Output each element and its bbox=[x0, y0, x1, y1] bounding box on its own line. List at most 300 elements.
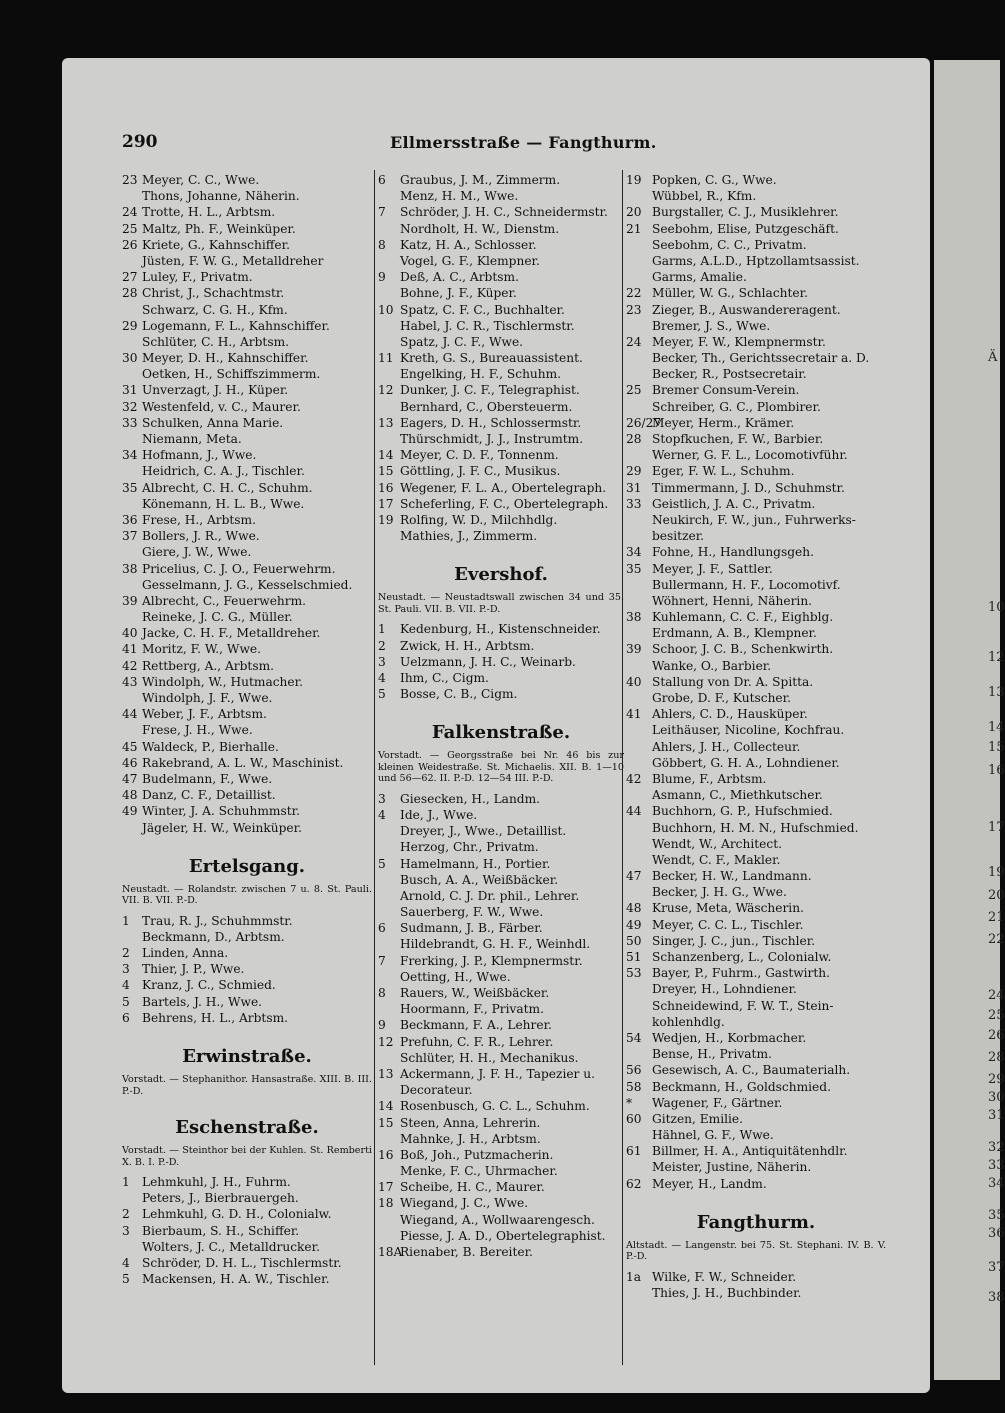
resident-text: Erdmann, A. B., Klempner. bbox=[652, 626, 817, 641]
house-number: 5 bbox=[378, 687, 386, 702]
resident-text: Schreiber, G. C., Plombirer. bbox=[652, 399, 821, 414]
resident-text: Schröder, D. H. L., Tischlermstr. bbox=[142, 1255, 342, 1270]
address-entry bbox=[626, 674, 886, 690]
resident-text: Rosenbusch, G. C. L., Schuhm. bbox=[400, 1099, 590, 1114]
resident-text: Nordholt, H. W., Dienstm. bbox=[400, 221, 560, 236]
resident-text: Uelzmann, J. H. C., Weinarb. bbox=[400, 654, 576, 669]
resident-text: Meyer, C. D. F., Tonnenm. bbox=[400, 448, 559, 463]
resident-text: Kruse, Meta, Wäscherin. bbox=[652, 901, 804, 916]
house-number: 37 bbox=[122, 529, 138, 544]
resident-text: Rettberg, A., Arbtsm. bbox=[142, 658, 275, 673]
address-entry bbox=[626, 544, 886, 560]
house-number: 12 bbox=[378, 383, 394, 398]
resident-text: Grobe, D. F., Kutscher. bbox=[652, 691, 792, 705]
house-number: 1 bbox=[378, 622, 386, 637]
address-entry bbox=[626, 1062, 886, 1078]
address-entry bbox=[626, 755, 886, 771]
address-entry bbox=[122, 674, 372, 690]
resident-text: Leithäuser, Nicoline, Kochfrau. bbox=[652, 723, 845, 738]
resident-text: Hähnel, G. F., Wwe. bbox=[652, 1128, 774, 1143]
resident-text: Könemann, H. L. B., Wwe. bbox=[142, 496, 305, 511]
address-entry bbox=[122, 593, 372, 609]
address-entry bbox=[122, 528, 372, 544]
adjacent-page-number: 35 bbox=[988, 1208, 1005, 1223]
address-entry bbox=[122, 977, 372, 993]
street-description: Vorstadt. — Georgsstraße bei Nr. 46 bis zur kleinen Weidestraße. St. Michaelis. XII. B. 1—10 und 56—62. II. P.-D. 12—54 III. P.-D. bbox=[378, 750, 624, 785]
resident-text: Stallung von Dr. A. Spitta. bbox=[652, 674, 814, 689]
house-number: 4 bbox=[122, 978, 130, 993]
resident-text: Luley, F., Privatm. bbox=[142, 270, 253, 285]
adjacent-page-number: 12 bbox=[988, 650, 1005, 665]
house-number: 29 bbox=[122, 318, 138, 333]
resident-text: Bartels, J. H., Wwe. bbox=[142, 994, 263, 1009]
address-entry bbox=[626, 1111, 886, 1127]
address-entry bbox=[378, 1131, 624, 1147]
address-entry bbox=[378, 480, 624, 496]
adjacent-page-number: 30 bbox=[988, 1090, 1005, 1105]
resident-text: Albrecht, C., Feuerwehrm. bbox=[142, 593, 307, 608]
address-entry bbox=[626, 625, 886, 641]
adjacent-page-number: 13 bbox=[988, 685, 1005, 700]
house-number: 6 bbox=[122, 1010, 130, 1025]
address-entry bbox=[626, 302, 886, 318]
address-entry bbox=[378, 872, 624, 888]
address-entry bbox=[378, 1212, 624, 1228]
address-entry bbox=[626, 820, 886, 836]
address-entry bbox=[122, 350, 372, 366]
address-entry bbox=[378, 334, 624, 350]
address-entry bbox=[378, 382, 624, 398]
address-entry bbox=[626, 1285, 886, 1301]
resident-text: Asmann, C., Miethkutscher. bbox=[652, 788, 823, 803]
resident-text: Bremer Consum-Verein. bbox=[652, 383, 800, 398]
street-description: Neustadt. — Rolandstr. zwischen 7 u. 8. St. Pauli. VII. B. VII. P.-D. bbox=[122, 883, 372, 907]
address-entry bbox=[626, 900, 886, 916]
resident-text: Bierbaum, S. H., Schiffer. bbox=[142, 1223, 300, 1238]
resident-text: Boß, Joh., Putzmacherin. bbox=[400, 1147, 554, 1162]
address-entry bbox=[378, 670, 624, 686]
house-number: 29 bbox=[626, 464, 642, 479]
address-entry bbox=[122, 463, 372, 479]
street-description: Vorstadt. — Steinthor bei der Kuhlen. St. Remberti X. B. I. P.-D. bbox=[122, 1145, 372, 1168]
address-entry bbox=[626, 803, 886, 819]
house-number: 58 bbox=[626, 1079, 642, 1094]
resident-text: Gitzen, Emilie. bbox=[652, 1111, 743, 1126]
address-entry bbox=[378, 1244, 624, 1260]
address-entry bbox=[122, 641, 372, 657]
address-entry bbox=[626, 1143, 886, 1159]
address-entry bbox=[378, 638, 624, 654]
address-entry bbox=[378, 221, 624, 237]
resident-text: Weber, J. F., Arbtsm. bbox=[142, 707, 267, 722]
resident-text: Schlüter, H. H., Mechanikus. bbox=[400, 1050, 579, 1065]
house-number: 16 bbox=[378, 480, 394, 495]
street-heading: Fangthurm. bbox=[696, 1211, 816, 1233]
house-number: 18 bbox=[378, 1196, 394, 1211]
address-entry bbox=[378, 1001, 624, 1017]
address-entry bbox=[626, 480, 886, 496]
adjacent-page-number: 25 bbox=[988, 1008, 1005, 1023]
resident-text: Bremer, J. S., Wwe. bbox=[652, 318, 771, 333]
resident-text: Busch, A. A., Weißbäcker. bbox=[400, 872, 559, 887]
house-number: 3 bbox=[122, 962, 130, 977]
house-number: 51 bbox=[626, 950, 642, 964]
resident-text: Becker, R., Postsecretair. bbox=[652, 367, 807, 382]
house-number: 17 bbox=[378, 496, 394, 511]
house-number: 2 bbox=[122, 1207, 130, 1222]
resident-text: Popken, C. G., Wwe. bbox=[652, 173, 777, 187]
resident-text: Buchhorn, H. M. N., Hufschmied. bbox=[652, 820, 859, 835]
house-number: 35 bbox=[626, 561, 642, 576]
address-entry bbox=[122, 399, 372, 415]
address-entry bbox=[626, 1159, 886, 1175]
address-entry bbox=[626, 318, 886, 334]
resident-text: Jüsten, F. W. G., Metalldreher bbox=[142, 253, 324, 268]
address-entry bbox=[122, 366, 372, 382]
resident-text: Gesselmann, J. G., Kesselschmied. bbox=[142, 577, 353, 592]
address-entry bbox=[626, 1176, 886, 1192]
house-number: 62 bbox=[626, 1176, 642, 1191]
address-entry bbox=[122, 609, 372, 625]
resident-text: Kreth, G. S., Bureauassistent. bbox=[400, 351, 583, 366]
house-number: 56 bbox=[626, 1063, 642, 1078]
house-number: 4 bbox=[378, 670, 386, 685]
resident-text: Bosse, C. B., Cigm. bbox=[400, 687, 518, 702]
resident-text: Scheibe, H. C., Maurer. bbox=[400, 1180, 545, 1195]
address-entry bbox=[122, 221, 372, 237]
address-entry bbox=[626, 1030, 886, 1046]
house-number: 21 bbox=[626, 221, 642, 236]
house-number: 44 bbox=[626, 804, 642, 819]
address-entry bbox=[378, 823, 624, 839]
house-number: 7 bbox=[378, 953, 386, 968]
address-entry bbox=[626, 658, 886, 674]
house-number: 10 bbox=[378, 302, 394, 317]
address-entry bbox=[122, 1239, 372, 1255]
address-entry bbox=[378, 415, 624, 431]
resident-text: Wiegand, J. C., Wwe. bbox=[400, 1196, 529, 1211]
address-entry bbox=[626, 771, 886, 787]
address-entry bbox=[122, 1271, 372, 1287]
address-entry bbox=[378, 496, 624, 512]
address-entry bbox=[626, 787, 886, 803]
resident-text: Windolph, J. F., Wwe. bbox=[142, 691, 273, 705]
house-number: 19 bbox=[378, 512, 394, 527]
resident-text: Wedjen, H., Korbmacher. bbox=[652, 1030, 807, 1045]
resident-text: Spatz, C. F. C., Buchhalter. bbox=[400, 302, 565, 317]
resident-text: Mathies, J., Zimmerm. bbox=[400, 529, 538, 544]
resident-text: Eagers, D. H., Schlossermstr. bbox=[400, 415, 582, 430]
address-entry bbox=[626, 221, 886, 237]
house-number: 60 bbox=[626, 1111, 642, 1126]
address-entry bbox=[122, 820, 372, 836]
house-number: 53 bbox=[626, 966, 642, 981]
resident-text: Graubus, J. M., Zimmerm. bbox=[400, 173, 561, 187]
house-number: 33 bbox=[626, 496, 642, 511]
house-number: 15 bbox=[378, 1115, 394, 1130]
house-number: 26 bbox=[122, 237, 138, 252]
adjacent-page-number: 17 bbox=[988, 820, 1005, 835]
resident-text: Lehmkuhl, J. H., Fuhrm. bbox=[142, 1175, 291, 1189]
address-entry bbox=[378, 621, 624, 637]
house-number: 5 bbox=[122, 1272, 130, 1287]
address-entry bbox=[122, 496, 372, 512]
resident-text: Thons, Johanne, Näherin. bbox=[142, 189, 300, 204]
house-number: 39 bbox=[122, 593, 138, 608]
address-entry bbox=[626, 447, 886, 463]
address-entry bbox=[122, 544, 372, 560]
address-entry bbox=[626, 431, 886, 447]
house-number: 34 bbox=[626, 545, 642, 560]
resident-text: Steen, Anna, Lehrerin. bbox=[400, 1115, 541, 1130]
address-entry bbox=[378, 985, 624, 1001]
resident-text: Bense, H., Privatm. bbox=[652, 1047, 772, 1062]
address-entry bbox=[122, 1206, 372, 1222]
house-number: 13 bbox=[378, 415, 394, 430]
resident-text: Meyer, F. W., Klempnermstr. bbox=[652, 334, 826, 349]
address-entry bbox=[626, 1046, 886, 1062]
house-number: 5 bbox=[378, 856, 386, 871]
resident-text: Dreyer, J., Wwe., Detaillist. bbox=[400, 824, 567, 839]
address-entry bbox=[626, 739, 886, 755]
resident-text: Westenfeld, v. C., Maurer. bbox=[142, 399, 301, 414]
house-number: 38 bbox=[122, 561, 138, 576]
adjacent-page-number: 32 bbox=[988, 1140, 1005, 1155]
address-entry bbox=[378, 1034, 624, 1050]
resident-text: Wendt, W., Architect. bbox=[652, 836, 782, 851]
house-number: 12 bbox=[378, 1034, 394, 1049]
resident-text: Wilke, F. W., Schneider. bbox=[652, 1269, 797, 1284]
address-entry bbox=[122, 1174, 372, 1190]
resident-text: Spatz, J. C. F., Wwe. bbox=[400, 334, 524, 349]
resident-text: Trotte, H. L., Arbtsm. bbox=[142, 205, 276, 220]
adjacent-page-number: 10 bbox=[988, 600, 1005, 615]
address-entry bbox=[626, 350, 886, 366]
resident-text: Blume, F., Arbtsm. bbox=[652, 771, 767, 786]
address-entry bbox=[122, 237, 372, 253]
resident-text: Oetken, H., Schiffszimmerm. bbox=[142, 367, 321, 382]
address-entry bbox=[626, 577, 886, 593]
resident-text: Winter, J. A. Schuhmmstr. bbox=[142, 804, 300, 819]
address-entry bbox=[626, 399, 886, 415]
resident-text: Wiegand, A., Wollwaarengesch. bbox=[400, 1212, 595, 1227]
house-number: 49 bbox=[626, 917, 642, 932]
house-number: 1 bbox=[122, 1175, 130, 1189]
house-number: 39 bbox=[626, 642, 642, 657]
adjacent-page-number: 26 bbox=[988, 1028, 1005, 1043]
address-entry bbox=[378, 431, 624, 447]
house-number: 11 bbox=[378, 351, 394, 366]
resident-text: Menke, F. C., Uhrmacher. bbox=[400, 1164, 558, 1179]
address-entry bbox=[122, 803, 372, 819]
column-2 bbox=[378, 172, 624, 1260]
street-heading: Evershof. bbox=[454, 564, 548, 586]
resident-text: Decorateur. bbox=[400, 1083, 473, 1098]
address-entry bbox=[122, 1255, 372, 1271]
house-number: 7 bbox=[378, 205, 386, 220]
resident-text: Thürschmidt, J. J., Instrumtm. bbox=[400, 432, 584, 446]
resident-text: Jägeler, H. W., Weinküper. bbox=[142, 820, 303, 835]
column-3 bbox=[626, 172, 886, 1301]
adjacent-page-number: 15 bbox=[988, 740, 1005, 755]
house-number: 26/27 bbox=[626, 415, 662, 430]
address-entry bbox=[626, 836, 886, 852]
house-number: 9 bbox=[378, 270, 386, 285]
resident-text: Burgstaller, C. J., Musiklehrer. bbox=[652, 205, 839, 220]
resident-text: Beckmann, F. A., Lehrer. bbox=[400, 1018, 552, 1033]
resident-text: Bullermann, H. F., Locomotivf. bbox=[652, 577, 841, 592]
resident-text: Wübbel, R., Kfm. bbox=[652, 189, 757, 204]
resident-text: Heidrich, C. A. J., Tischler. bbox=[142, 464, 305, 479]
house-number: 40 bbox=[122, 626, 138, 641]
house-number: 47 bbox=[122, 771, 138, 786]
resident-text: Meister, Justine, Näherin. bbox=[652, 1160, 812, 1175]
house-number: 44 bbox=[122, 707, 138, 722]
resident-text: Habel, J. C. R., Tischlermstr. bbox=[400, 318, 575, 333]
house-number: 17 bbox=[378, 1180, 394, 1195]
address-entry bbox=[378, 253, 624, 269]
house-number: 38 bbox=[626, 610, 642, 625]
resident-text: kohlenhdlg. bbox=[652, 1014, 725, 1029]
house-number: 8 bbox=[378, 237, 386, 252]
resident-text: Sauerberg, F. W., Wwe. bbox=[400, 905, 544, 920]
address-entry bbox=[378, 1066, 624, 1082]
address-entry bbox=[378, 512, 624, 528]
address-entry bbox=[122, 929, 372, 945]
adjacent-page-number: 19 bbox=[988, 865, 1005, 880]
resident-text: Schlüter, C. H., Arbtsm. bbox=[142, 334, 290, 349]
address-entry bbox=[122, 204, 372, 220]
address-entry bbox=[626, 641, 886, 657]
resident-text: Reineke, J. C. G., Müller. bbox=[142, 610, 293, 625]
resident-text: Piesse, J. A. D., Obertelegraphist. bbox=[400, 1228, 606, 1243]
resident-text: Budelmann, F., Wwe. bbox=[142, 771, 273, 786]
house-number: 2 bbox=[378, 638, 386, 653]
resident-text: Lehmkuhl, G. D. H., Colonialw. bbox=[142, 1207, 332, 1222]
house-number: 46 bbox=[122, 755, 138, 770]
address-entry bbox=[378, 302, 624, 318]
resident-text: Prefuhn, C. F. R., Lehrer. bbox=[400, 1034, 554, 1049]
resident-text: Mackensen, H. A. W., Tischler. bbox=[142, 1272, 330, 1287]
resident-text: Frese, H., Arbtsm. bbox=[142, 512, 256, 527]
address-entry bbox=[378, 188, 624, 204]
address-entry bbox=[378, 172, 624, 188]
resident-text: Rolfing, W. D., Milchhdlg. bbox=[400, 512, 558, 527]
address-entry bbox=[122, 561, 372, 577]
address-entry bbox=[122, 577, 372, 593]
resident-text: Wagener, F., Gärtner. bbox=[652, 1095, 783, 1110]
resident-text: Becker, J. H. G., Wwe. bbox=[652, 885, 787, 900]
house-number: 23 bbox=[626, 302, 642, 317]
house-number: 15 bbox=[378, 464, 394, 479]
address-entry bbox=[378, 686, 624, 702]
adjacent-page-number: 29 bbox=[988, 1072, 1005, 1087]
address-entry bbox=[626, 366, 886, 382]
adjacent-page-number: 24 bbox=[988, 988, 1005, 1003]
resident-text: Müller, W. G., Schlachter. bbox=[652, 286, 808, 301]
resident-text: Meyer, C. C. L., Tischler. bbox=[652, 917, 804, 932]
resident-text: Herzog, Chr., Privatm. bbox=[400, 840, 539, 855]
address-entry bbox=[626, 1127, 886, 1143]
house-number: 40 bbox=[626, 674, 642, 689]
resident-text: Bollers, J. R., Wwe. bbox=[142, 529, 260, 544]
address-entry bbox=[378, 285, 624, 301]
house-number: 23 bbox=[122, 173, 138, 187]
address-entry bbox=[378, 366, 624, 382]
resident-text: Rakebrand, A. L. W., Maschinist. bbox=[142, 755, 344, 770]
resident-text: Bayer, P., Fuhrm., Gastwirth. bbox=[652, 966, 830, 981]
house-number: 8 bbox=[378, 986, 386, 1000]
column-1 bbox=[122, 172, 372, 1287]
address-entry bbox=[626, 463, 886, 479]
house-number: 16 bbox=[378, 1147, 394, 1162]
resident-text: Zieger, B., Auswanderеragent. bbox=[652, 302, 841, 317]
address-entry bbox=[122, 172, 372, 188]
address-entry bbox=[626, 722, 886, 738]
resident-text: Windolph, W., Hutmacher. bbox=[142, 674, 303, 689]
address-entry bbox=[626, 496, 886, 512]
address-entry bbox=[378, 318, 624, 334]
running-title: Ellmersstraße — Fangthurm. bbox=[390, 133, 657, 152]
adjacent-page-number: 14 bbox=[988, 720, 1005, 735]
resident-text: Garms, Amalie. bbox=[652, 270, 747, 285]
address-entry bbox=[122, 690, 372, 706]
address-entry bbox=[626, 949, 886, 965]
address-entry bbox=[122, 382, 372, 398]
page-header bbox=[122, 132, 882, 156]
address-entry bbox=[626, 528, 886, 544]
house-number: 48 bbox=[626, 901, 642, 916]
resident-text: Jacke, C. H. F., Metalldreher. bbox=[142, 626, 321, 641]
house-number: 3 bbox=[378, 791, 386, 806]
resident-text: Danz, C. F., Detaillist. bbox=[142, 788, 276, 803]
street-heading: Erwinstraße. bbox=[182, 1046, 312, 1067]
address-entry bbox=[122, 994, 372, 1010]
resident-text: Fohne, H., Handlungsgeh. bbox=[652, 545, 814, 560]
resident-text: Schanzenberg, L., Colonialw. bbox=[652, 950, 832, 964]
house-number: 33 bbox=[122, 415, 138, 430]
house-number: 49 bbox=[122, 804, 138, 819]
address-entry bbox=[378, 237, 624, 253]
house-number: 41 bbox=[122, 642, 138, 657]
house-number: 19 bbox=[626, 173, 642, 187]
address-entry bbox=[626, 933, 886, 949]
house-number: 18A bbox=[378, 1245, 403, 1259]
address-entry bbox=[378, 839, 624, 855]
resident-text: Seebohm, Elise, Putzgeschäft. bbox=[652, 221, 839, 236]
adjacent-page-number: 20 bbox=[988, 888, 1005, 903]
address-entry bbox=[122, 480, 372, 496]
resident-text: Hildebrandt, G. H. F., Weinhdl. bbox=[400, 937, 591, 952]
resident-text: Kedenburg, H., Kistenschneider. bbox=[400, 622, 601, 637]
adjacent-page-number: 28 bbox=[988, 1050, 1005, 1065]
resident-text: Wanke, O., Barbier. bbox=[652, 658, 772, 673]
address-entry bbox=[122, 739, 372, 755]
house-number: 3 bbox=[122, 1223, 130, 1238]
address-entry bbox=[122, 334, 372, 350]
resident-text: Buchhorn, G. P., Hufschmied. bbox=[652, 804, 833, 819]
address-entry bbox=[626, 868, 886, 884]
house-number: 48 bbox=[122, 788, 138, 803]
page-number: 290 bbox=[122, 132, 158, 152]
resident-text: Ahlers, J. H., Collecteur. bbox=[652, 739, 801, 754]
house-number: 54 bbox=[626, 1030, 642, 1045]
house-number: 1a bbox=[626, 1269, 642, 1284]
resident-text: Hofmann, J., Wwe. bbox=[142, 448, 257, 463]
resident-text: Gesewisch, A. C., Baumaterialh. bbox=[652, 1063, 851, 1078]
address-entry bbox=[626, 253, 886, 269]
resident-text: Becker, H. W., Landmann. bbox=[652, 869, 812, 884]
